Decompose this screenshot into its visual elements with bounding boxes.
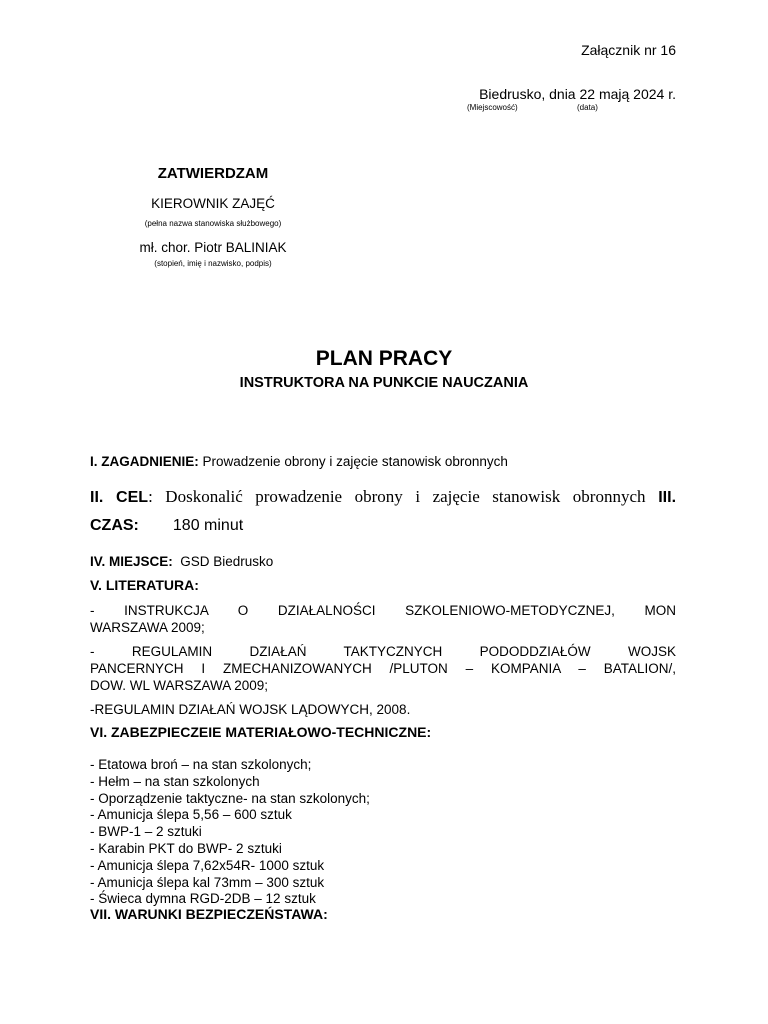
topic-label: I. ZAGADNIENIE: [90,454,199,469]
literature-item-1-line-1: - INSTRUKCJA O DZIAŁALNOŚCI SZKOLENIOWO-METODYCZNEJ, MON [90,603,676,618]
document-subtitle: INSTRUKTORA NA PUNKCIE NAUCZANIA [239,375,529,391]
literature-item-3: -REGULAMIN DZIAŁAŃ WOJSK LĄDOWYCH, 2008. [90,702,411,717]
list-item: - Hełm – na stan szkolonych [90,773,260,789]
annex-number: Załącznik nr 16 [581,42,676,58]
list-item: - Amunicja ślepa kal 73mm – 300 sztuk [90,874,325,890]
section-topic [90,454,676,469]
approval-title: ZATWIERDZAM [157,165,269,182]
approval-name: mł. chor. Piotr BALINIAK [139,240,287,255]
time-value: 180 minut [172,517,244,534]
approval-role-hint: (pełna nazwa stanowiska służbowego) [144,219,282,228]
list-item: - Oporządzenie taktyczne- na stan szkolonych; [90,790,370,806]
place-and-date: Biedrusko, dnia 22 mają 2024 r. [479,86,676,102]
section-time [90,517,676,535]
literature-heading: V. LITERATURA: [90,577,199,593]
list-item: - BWP-1 – 2 sztuki [90,824,202,840]
list-item: - Etatowa broń – na stan szkolonych; [90,757,312,772]
document-title: PLAN PRACY [315,347,453,370]
literature-item-2-line-3: DOW. WL WARSZAWA 2009; [90,678,269,693]
materials-list [90,757,676,908]
place-hint: (Miejscowość) [467,103,518,112]
goal-label: II. CEL [90,489,149,506]
literature-item-2-line-1: - REGULAMIN DZIAŁAŃ TAKTYCZNYCH PODODDZIAŁÓW WOJSK [90,644,676,659]
safety-heading: VII. WARUNKI BEZPIECZEŃSTAWA: [90,906,328,922]
literature-item-1-line-2: WARSZAWA 2009; [90,620,205,635]
list-item: - Amunicja ślepa 5,56 – 600 sztuk [90,807,292,823]
date-hint: (data) [577,103,598,112]
literature-item-2-line-2: PANCERNYCH I ZMECHANIZOWANYCH /PLUTON – KOMPANIA – BATALION/, [90,661,676,676]
list-item: - Karabin PKT do BWP- 2 sztuki [90,840,282,856]
approval-name-hint: (stopień, imię i nazwisko, podpis) [154,259,272,268]
list-item: - Świeca dymna RGD-2DB – 12 sztuk [90,891,316,907]
time-label-part2: CZAS: [90,517,139,534]
place-label: IV. MIEJSCE: [90,554,173,569]
place-value: GSD Biedrusko [172,554,274,569]
list-item: - Amunicja ślepa 7,62x54R- 1000 sztuk [90,857,325,873]
section-place [90,554,676,569]
time-label-part1: III. [658,489,677,506]
topic-value: Prowadzenie obrony i zajęcie stanowisk obronnych [198,454,508,469]
goal-value: : Doskonalić prowadzenie obrony i zajęcie stanowisk obronnych [148,487,646,506]
section-goal [90,487,676,507]
approval-role: KIEROWNIK ZAJĘĆ [151,196,275,211]
materials-heading: VI. ZABEZPIECZEIE MATERIAŁOWO-TECHNICZNE: [90,724,432,740]
